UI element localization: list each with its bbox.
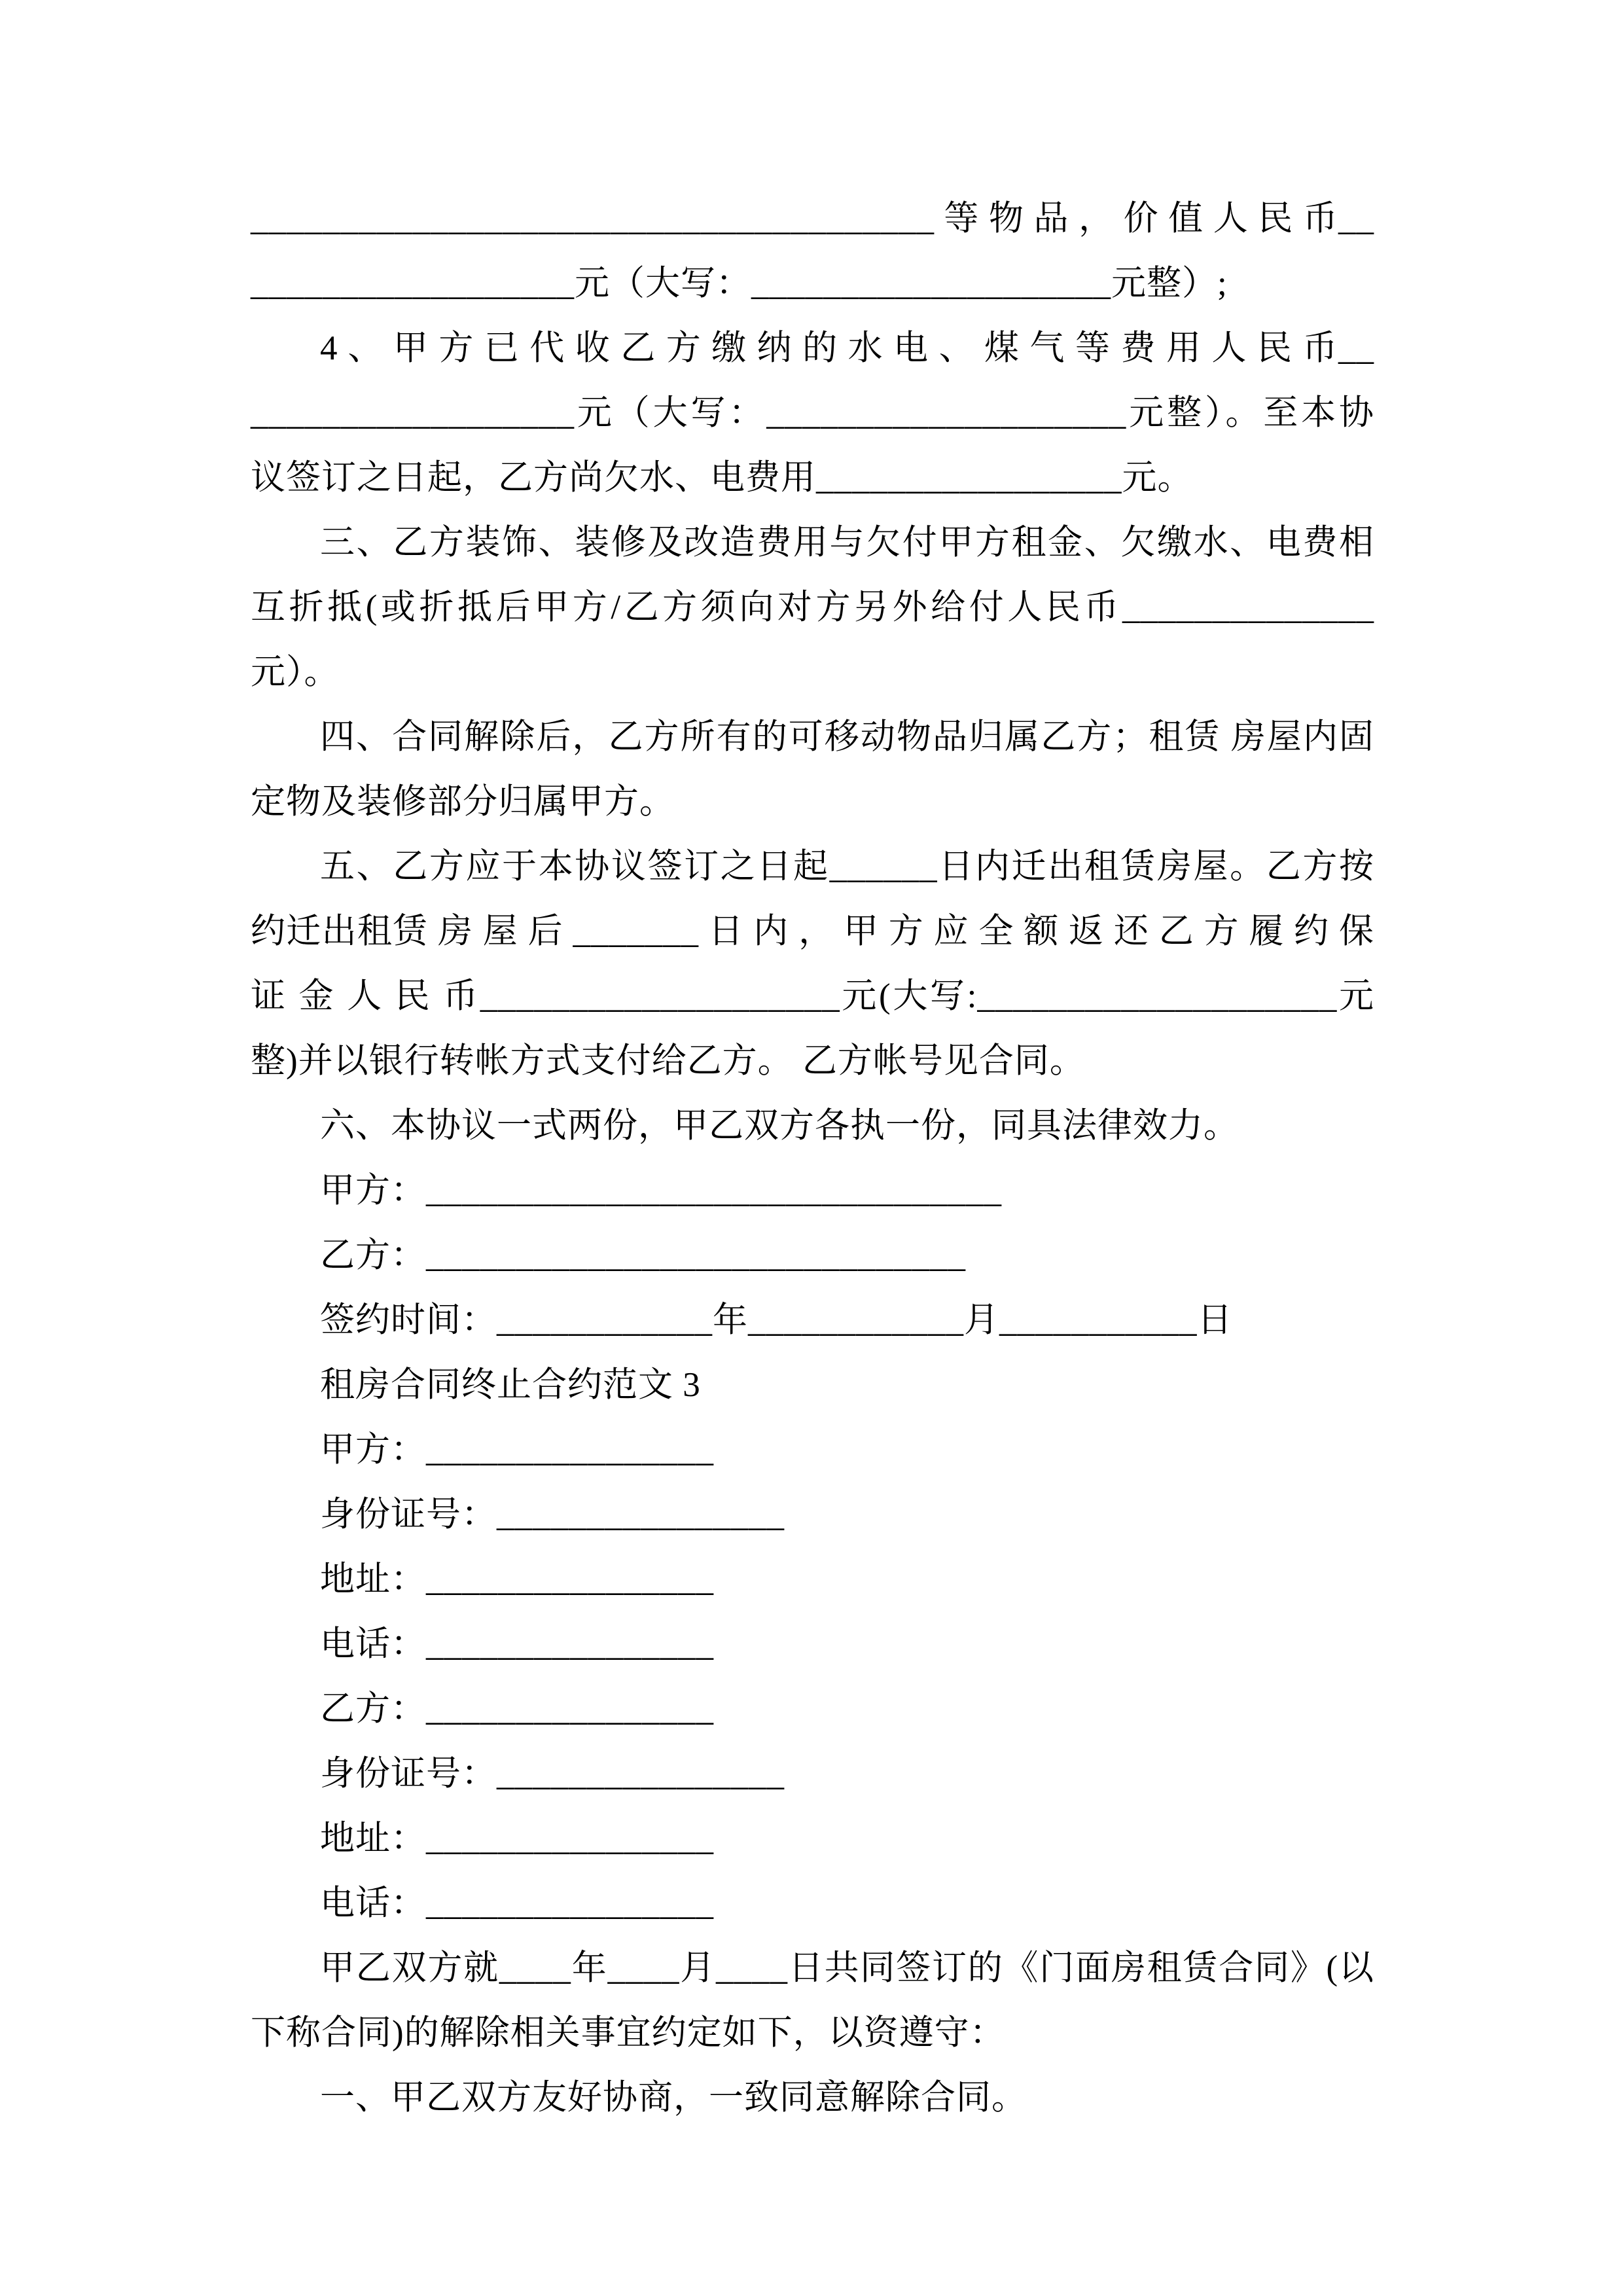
paragraph-clause-4-owner: 四、合同解除后，乙方所有的可移动物品归属乙方；租赁 房屋内固定物及装修部分归属甲方。: [251, 718, 1374, 821]
paragraph-clause-1-agree: 一、甲乙双方友好协商，一致同意解除合同。: [320, 2079, 1027, 2117]
section-title: 租房合同终止合约范文 3: [320, 1366, 701, 1404]
paragraph-sign-date: 签约时间：____________年____________月___________日: [320, 1301, 1233, 1339]
paragraph-party-b-id: 身份证号：________________: [320, 1755, 785, 1793]
paragraph-items-value: ______________________________________ 等 物 品 ， 价 值 人 民 币____________________元（大写：____________________元整）;: [251, 200, 1374, 302]
paragraph-party-a-sign: 甲方：________________________________: [320, 1172, 1002, 1210]
paragraph-party-a-phone: 电话：________________: [320, 1625, 714, 1663]
paragraph-clause-3-offset: 三、乙方装饰、装修及改造费用与欠付甲方租金、欠缴水、电费相互折抵(或折抵后甲方/乙方须向对方另外给付人民币______________元）。: [251, 524, 1374, 691]
paragraph-party-a: 甲方：________________: [320, 1431, 714, 1469]
paragraph-party-b-address: 地址：________________: [320, 1820, 714, 1857]
paragraph-clause-6-copies: 六、本协议一式两份，甲乙双方各执一份，同具法律效力。: [320, 1107, 1239, 1145]
paragraph-party-b-sign: 乙方：______________________________: [320, 1236, 966, 1274]
paragraph-party-a-id: 身份证号：________________: [320, 1496, 785, 1534]
paragraph-party-b-phone: 电话：________________: [320, 1884, 714, 1922]
paragraph-party-b: 乙方：________________: [320, 1690, 714, 1728]
paragraph-party-a-address: 地址：________________: [320, 1560, 714, 1598]
paragraph-clause-4-fees: 4 、 甲 方 已 代 收 乙 方 缴 纳 的 水 电 、 煤 气 等 费 用 人 民 币____________________元（大写：____________________元整）。至本协议签订之日起，乙方尚欠水、电费用_________________元。: [251, 329, 1374, 497]
paragraph-clause-5-moveout: 五、乙方应于本协议签订之日起______日内迁出租赁房屋。乙方按约迁出租赁 房 屋 后 _______ 日 内 ， 甲 方 应 全 额 返 还 乙 方 履 约 保 证 金 人 民 币____________________元(大写:____________________元整)并以银行转帐方式支付给乙方。 乙方帐号见合同。: [251, 848, 1374, 1080]
paragraph-preamble: 甲乙双方就____年____月____日共同签订的《门面房租赁合同》(以下称合同)的解除相关事宜约定如下，以资遵守：​: [251, 1949, 1374, 2052]
